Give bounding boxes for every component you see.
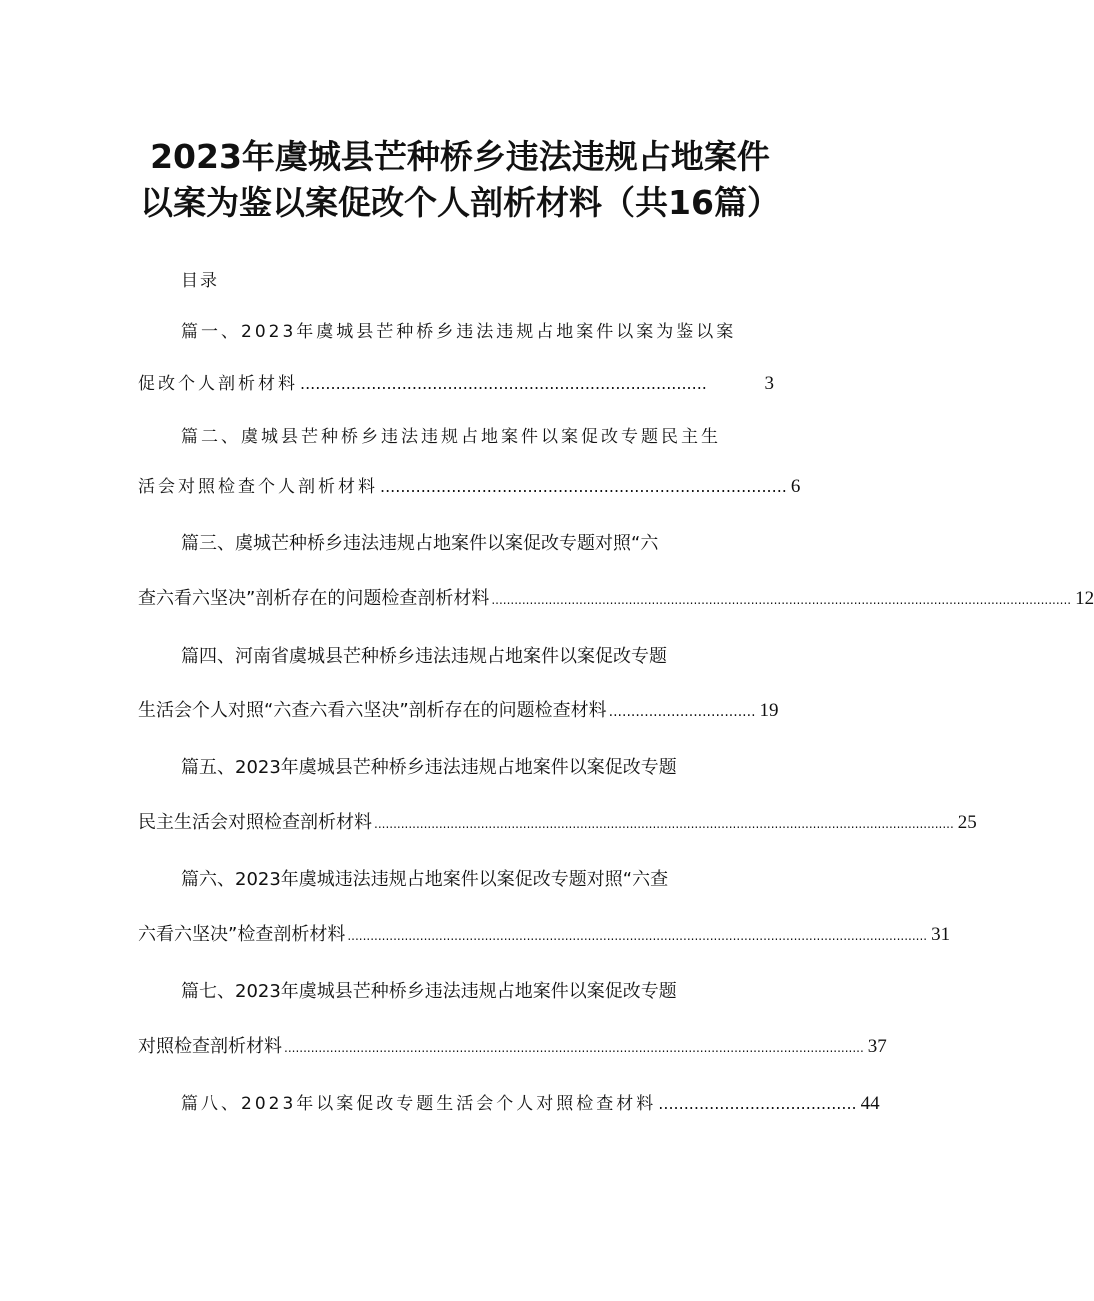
toc-entry-4-line-1[interactable] <box>181 645 667 669</box>
toc-entry-text: 对照检查剖析材料 <box>138 1036 282 1057</box>
dot-leader: ........................................................................................................................................................ <box>491 593 1072 607</box>
toc-entry-text: 2023年虞城县芒种桥乡违法违规占地案件以案为鉴以案 <box>241 322 737 342</box>
toc-entry-text: 2023年以案促改专题生活会个人对照检查材料 <box>241 1094 657 1114</box>
toc-page-number: 31 <box>931 924 951 945</box>
toc-entry-text: 生活会个人对照“六查六看六坚决”剖析存在的问题检查材料 <box>138 700 607 721</box>
toc-page-number: 44 <box>860 1093 880 1114</box>
document-title-line-2: 以案为鉴以案促改个人剖析材料（共16篇） <box>140 183 780 222</box>
toc-page-number: 25 <box>957 812 977 833</box>
toc-entry-1-line-1[interactable] <box>181 320 736 344</box>
toc-entry-label: 篇二、 <box>181 427 241 447</box>
toc-entry-label: 篇一、 <box>181 322 241 342</box>
toc-entry-text: 2023年虞城县芒种桥乡违法违规占地案件以案促改专题 <box>235 981 677 1002</box>
dot-leader: ........................................................................................................................................................ <box>347 929 928 943</box>
toc-entry-label: 篇五、 <box>181 757 235 778</box>
toc-entry-text: 2023年虞城违法违规占地案件以案促改专题对照“六查 <box>235 869 669 890</box>
toc-page-number: 37 <box>867 1036 887 1057</box>
toc-page-number: 19 <box>759 700 779 721</box>
toc-entry-text: 民主生活会对照检查剖析材料 <box>138 812 372 833</box>
toc-entry-3-line-2[interactable] <box>138 587 1094 612</box>
toc-entry-3-line-1[interactable] <box>181 532 658 556</box>
toc-entry-1-line-2[interactable] <box>138 372 774 396</box>
toc-entry-8-line-1[interactable] <box>181 1092 880 1116</box>
toc-entry-2-line-1[interactable] <box>181 425 721 449</box>
toc-entry-text: 2023年虞城县芒种桥乡违法违规占地案件以案促改专题 <box>235 757 677 778</box>
toc-entry-text: 查六看六坚决”剖析存在的问题检查剖析材料 <box>138 588 490 609</box>
dot-leader: ........................................................................................................................................................ <box>374 817 954 831</box>
toc-entry-text: 河南省虞城县芒种桥乡违法违规占地案件以案促改专题 <box>235 646 667 667</box>
toc-entry-7-line-1[interactable] <box>181 980 677 1004</box>
toc-entry-2-line-2[interactable] <box>138 475 801 499</box>
toc-entry-label: 篇三、 <box>181 533 235 554</box>
toc-entry-4-line-2[interactable] <box>138 699 779 724</box>
dot-leader: ................................................................................ <box>300 374 707 393</box>
toc-entry-label: 篇四、 <box>181 646 235 667</box>
toc-entry-6-line-2[interactable] <box>138 923 951 948</box>
toc-entry-6-line-1[interactable] <box>181 868 668 892</box>
toc-entry-text: 六看六坚决”检查剖析材料 <box>138 924 346 945</box>
dot-leader: ........................................................................................................................................................ <box>284 1041 864 1055</box>
toc-entry-text: 虞城芒种桥乡违法违规占地案件以案促改专题对照“六 <box>235 533 659 554</box>
toc-entry-label: 篇六、 <box>181 869 235 890</box>
toc-entry-label: 篇七、 <box>181 981 235 1002</box>
toc-entry-text: 虞城县芒种桥乡违法违规占地案件以案促改专题民主生 <box>241 427 721 447</box>
dot-leader: ....................................... <box>658 1094 857 1113</box>
dot-leader: ................................. <box>608 704 756 720</box>
toc-entry-5-line-2[interactable] <box>138 811 977 836</box>
toc-entry-5-line-1[interactable] <box>181 756 677 780</box>
toc-heading: 目录 <box>181 271 219 291</box>
toc-page-number: 6 <box>790 476 801 497</box>
document-title-line-1: 2023年虞城县芒种桥乡违法违规占地案件 <box>150 137 770 176</box>
toc-page-number: 3 <box>764 373 774 394</box>
toc-entry-7-line-2[interactable] <box>138 1035 887 1060</box>
toc-entry-label: 篇八、 <box>181 1094 241 1114</box>
toc-entry-text: 促改个人剖析材料 <box>138 374 298 394</box>
dot-leader: ................................................................................ <box>380 477 787 496</box>
toc-entry-text: 活会对照检查个人剖析材料 <box>138 477 378 497</box>
toc-page-number: 12 <box>1075 588 1094 609</box>
